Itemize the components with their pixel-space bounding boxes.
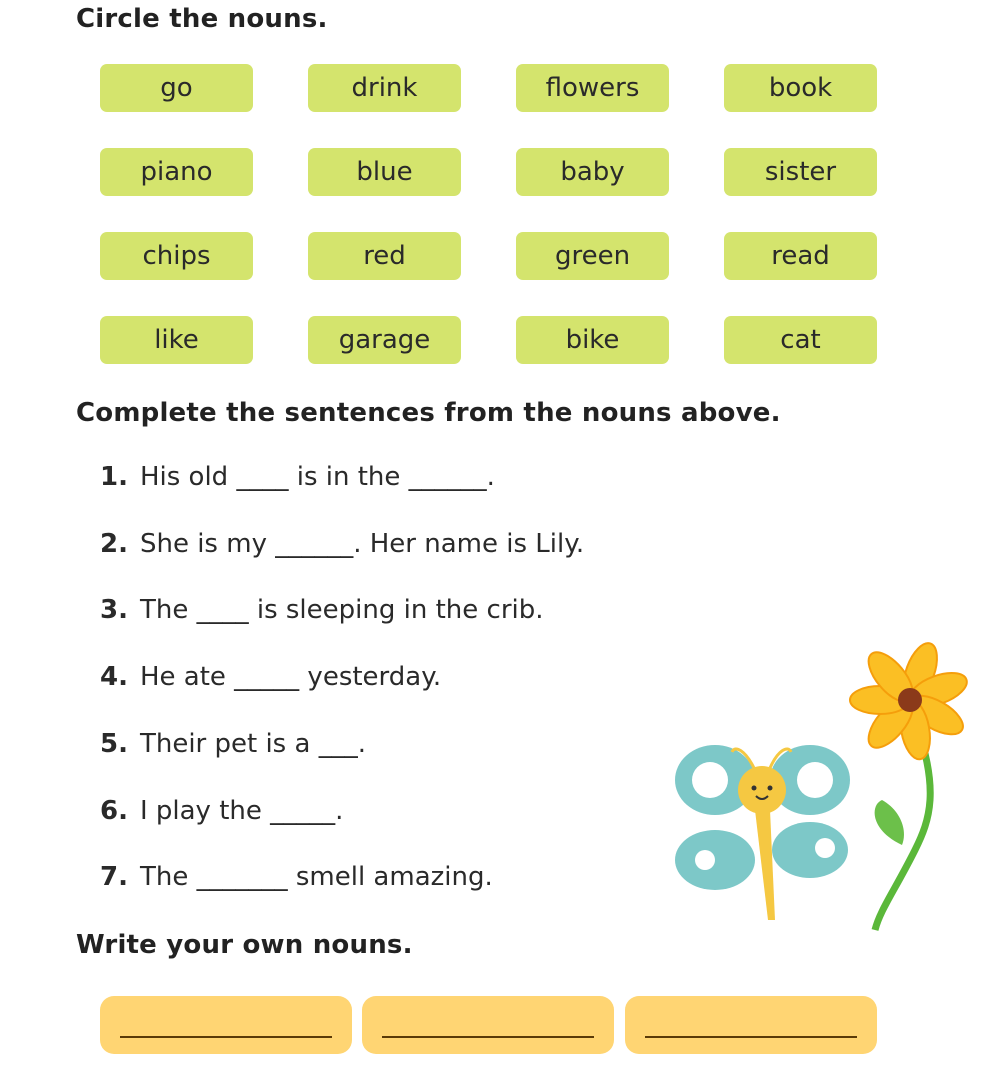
sentence-number: 6. <box>100 796 128 826</box>
write-line <box>645 1036 857 1038</box>
sentence-3 <box>100 595 544 625</box>
heading-complete-sentences: Complete the sentences from the nouns above. <box>76 398 781 428</box>
word-box-chips[interactable]: chips <box>100 232 253 280</box>
sentence-text: His old ____ is in the ______. <box>139 462 495 492</box>
write-box-1[interactable] <box>100 996 352 1054</box>
heading-write-nouns: Write your own nouns. <box>76 930 413 960</box>
word-box-like[interactable]: like <box>100 316 253 364</box>
word-box-read[interactable]: read <box>724 232 877 280</box>
write-box-3[interactable] <box>625 996 877 1054</box>
sentence-4 <box>100 662 441 692</box>
sentence-2 <box>100 529 584 559</box>
sentence-number: 2. <box>100 529 128 559</box>
write-line <box>120 1036 332 1038</box>
sentence-text: The _______ smell amazing. <box>139 862 493 892</box>
sentence-text: Their pet is a ___. <box>139 729 366 759</box>
sentence-7 <box>100 862 493 892</box>
sentence-number: 5. <box>100 729 128 759</box>
word-box-green[interactable]: green <box>516 232 669 280</box>
sentence-text: The ____ is sleeping in the crib. <box>139 595 544 625</box>
word-box-bike[interactable]: bike <box>516 316 669 364</box>
word-box-drink[interactable]: drink <box>308 64 461 112</box>
sentence-text: She is my ______. Her name is Lily. <box>139 529 585 559</box>
word-box-go[interactable]: go <box>100 64 253 112</box>
sentence-number: 3. <box>100 595 128 625</box>
word-box-flowers[interactable]: flowers <box>516 64 669 112</box>
word-box-piano[interactable]: piano <box>100 148 253 196</box>
word-box-red[interactable]: red <box>308 232 461 280</box>
sentence-number: 7. <box>100 862 128 892</box>
write-line <box>382 1036 594 1038</box>
word-box-cat[interactable]: cat <box>724 316 877 364</box>
sentence-5 <box>100 729 366 759</box>
sentence-text: He ate _____ yesterday. <box>139 662 442 692</box>
word-box-book[interactable]: book <box>724 64 877 112</box>
sentence-number: 4. <box>100 662 128 692</box>
word-box-baby[interactable]: baby <box>516 148 669 196</box>
sentence-6 <box>100 796 343 826</box>
butterfly-illustration <box>670 730 860 930</box>
heading-circle-nouns: Circle the nouns. <box>76 4 328 34</box>
word-box-blue[interactable]: blue <box>308 148 461 196</box>
word-box-garage[interactable]: garage <box>308 316 461 364</box>
word-box-sister[interactable]: sister <box>724 148 877 196</box>
sentence-text: I play the _____. <box>139 796 344 826</box>
sentence-1 <box>100 462 495 492</box>
sentence-number: 1. <box>100 462 128 492</box>
write-box-2[interactable] <box>362 996 614 1054</box>
